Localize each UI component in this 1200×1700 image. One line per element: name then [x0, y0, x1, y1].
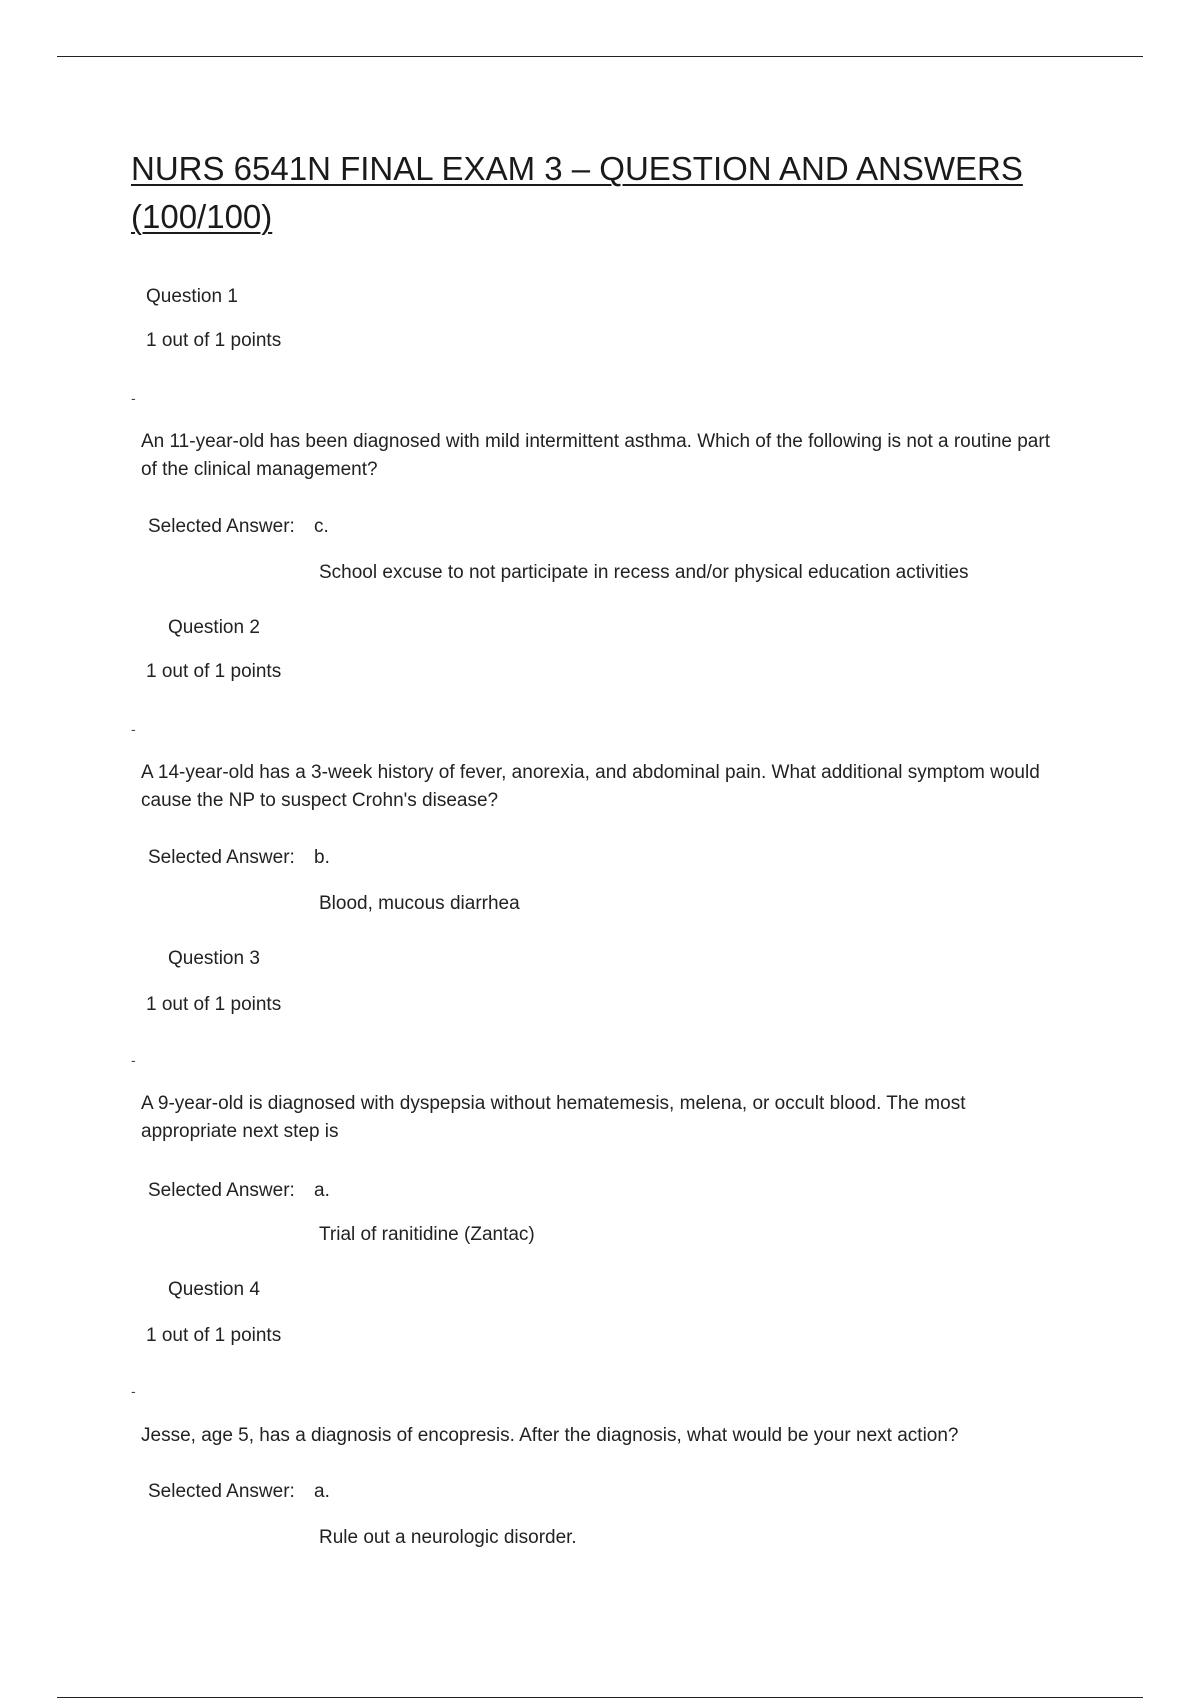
selected-answer-label: Selected Answer: [148, 516, 295, 537]
question-marker: - [131, 1383, 136, 1399]
question-points: 1 out of 1 points [146, 1325, 282, 1346]
selected-answer-label: Selected Answer: [148, 1481, 295, 1502]
selected-answer-letter: a. [314, 1481, 330, 1502]
bottom-divider [57, 1697, 1143, 1698]
selected-answer-label: Selected Answer: [148, 1180, 295, 1201]
question-label: Question 1 [146, 286, 238, 307]
question-points: 1 out of 1 points [146, 661, 282, 682]
selected-answer-text: Blood, mucous diarrhea [319, 893, 520, 914]
question-points: 1 out of 1 points [146, 994, 282, 1015]
question-label: Question 2 [168, 617, 260, 638]
question-label: Question 4 [168, 1279, 260, 1300]
selected-answer-text: Rule out a neurologic disorder. [319, 1527, 577, 1548]
selected-answer-letter: c. [314, 516, 329, 537]
question-text: An 11-year-old has been diagnosed with mild intermittent asthma. Which of the following is not a routine part of the clinical management? [141, 431, 1050, 480]
question-text: A 9-year-old is diagnosed with dyspepsia without hematemesis, melena, or occult blood. The most appropriate next step is [141, 1093, 966, 1142]
top-divider [57, 56, 1143, 57]
question-text: Jesse, age 5, has a diagnosis of encopresis. After the diagnosis, what would be your next action? [141, 1425, 959, 1446]
page-title: NURS 6541N FINAL EXAM 3 – QUESTION AND ANSWERS (100/100) [131, 150, 1023, 235]
question-marker: - [131, 390, 136, 406]
selected-answer-label: Selected Answer: [148, 847, 295, 868]
question-points: 1 out of 1 points [146, 330, 282, 351]
question-label: Question 3 [168, 948, 260, 969]
selected-answer-letter: b. [314, 847, 330, 868]
question-marker: - [131, 1052, 136, 1068]
selected-answer-letter: a. [314, 1180, 330, 1201]
selected-answer-text: Trial of ranitidine (Zantac) [319, 1224, 535, 1245]
question-text: A 14-year-old has a 3-week history of fever, anorexia, and abdominal pain. What additional symptom would cause the NP to suspect Crohn's disease? [141, 762, 1040, 811]
selected-answer-text: School excuse to not participate in recess and/or physical education activities [319, 562, 969, 583]
question-marker: - [131, 721, 136, 737]
